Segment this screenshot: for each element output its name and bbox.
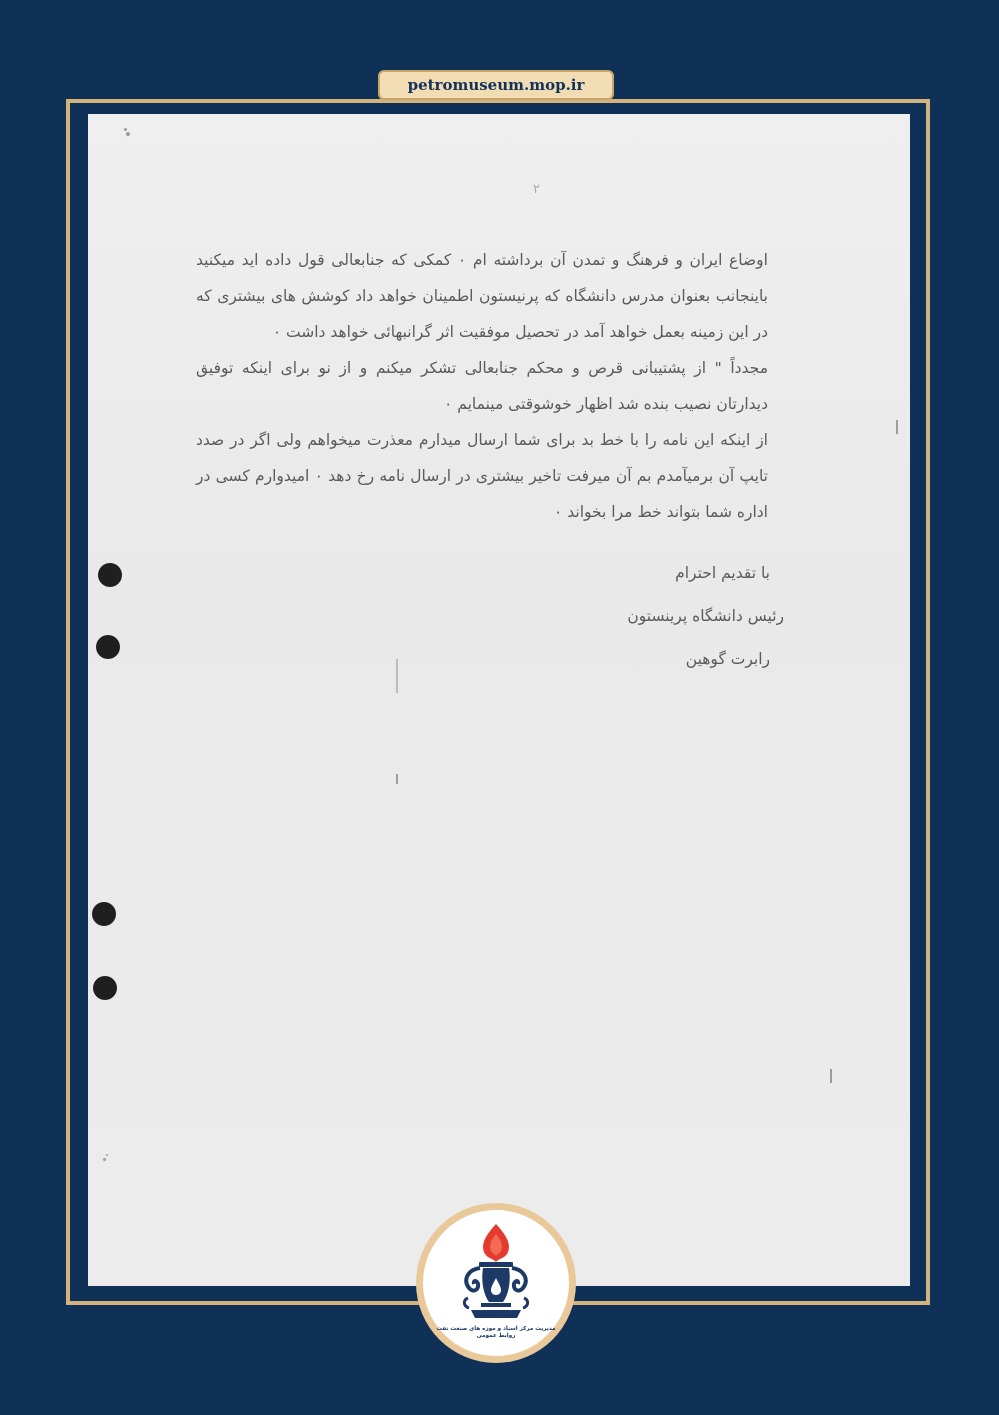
- scan-speck: [396, 774, 398, 784]
- logo-caption-line2: روابط عمومی: [476, 1333, 516, 1339]
- scan-speck: [896, 420, 898, 434]
- punch-hole: [92, 902, 116, 926]
- letter-paragraph-2: مجدداً " از پشتیبانی قرص و محکم جنابعالی تشکر میکنم و از نو برای اینکه توفیق دیدارتان نصیب بنده شد اظهار خوشوقتی مینمایم ۰: [196, 359, 768, 413]
- scan-speck: [396, 659, 398, 693]
- page-number: ۲: [533, 182, 540, 197]
- scanned-letter-page: [88, 114, 910, 1286]
- scan-speck: [103, 1158, 106, 1161]
- punch-hole: [98, 563, 122, 587]
- letter-paragraph-3: از اینکه این نامه را با خط بد برای شما ارسال میدارم معذرت میخواهم ولی اگر در صدد تایپ آن برمیآمدم بم آن میرفت تاخیر بیشتری در ارسال نامه رخ دهد ۰ امیدوارم کسی در اداره شما بتواند خط مرا بخواند ۰: [196, 431, 768, 521]
- punch-hole: [93, 976, 117, 1000]
- scan-speck: [126, 132, 130, 136]
- letter-closing: [627, 562, 784, 691]
- scan-speck: [830, 1069, 832, 1083]
- scan-speck: [124, 128, 127, 131]
- signature-name: رابرت گوهین: [685, 650, 770, 668]
- closing-salutation: با تقدیم احترام: [675, 564, 770, 582]
- source-url[interactable]: petromuseum.mop.ir: [407, 76, 585, 94]
- source-url-badge[interactable]: [378, 70, 614, 100]
- punch-hole: [96, 635, 120, 659]
- letter-body: [196, 242, 768, 530]
- scan-speck: [106, 1154, 108, 1156]
- logo-caption-line1: مدیریت مرکز اسناد و موزه های صنعت نفت: [436, 1326, 556, 1332]
- signature-title: رئیس دانشگاه پرینستون: [627, 607, 784, 625]
- letter-paragraph-1: اوضاع ایران و فرهنگ و تمدن آن برداشته ام ۰ کمکی که جنابعالی قول داده اید میکنید باینجانب بعنوان مدرس دانشگاه که پرنیستون اطمینان خواهد داد کوشش های بیشتری که در این زمینه بعمل خواهد آمد در تحصیل موفقیت اثر گرانبهائی خواهد داشت ۰: [196, 251, 768, 341]
- petroleum-museum-logo: [416, 1203, 576, 1363]
